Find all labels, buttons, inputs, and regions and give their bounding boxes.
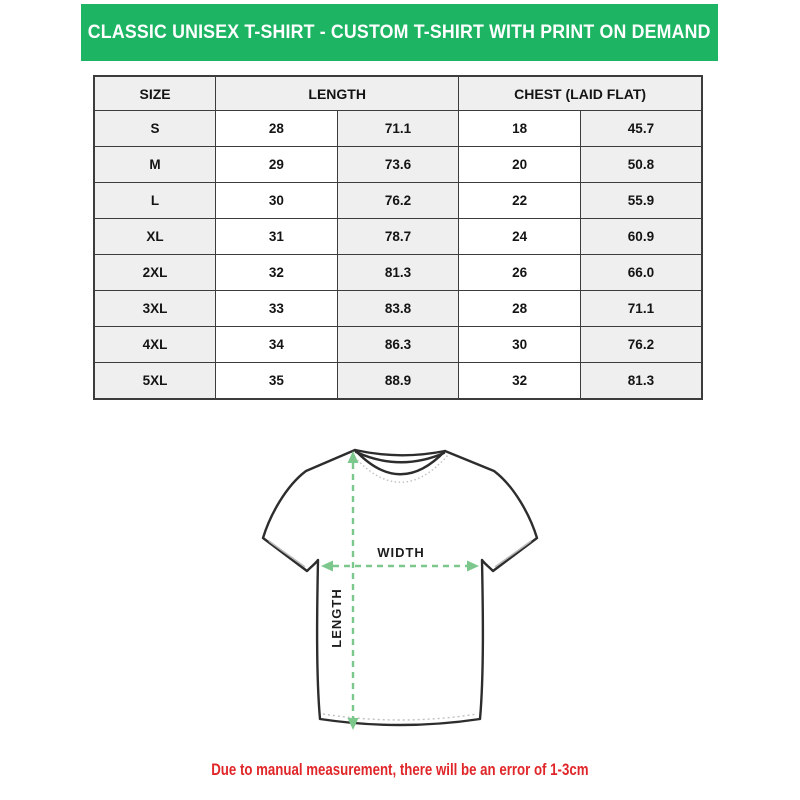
table-row-xl bbox=[94, 219, 702, 255]
length-in-cell: 35 bbox=[216, 363, 338, 400]
chest-in-cell: 18 bbox=[459, 111, 581, 147]
size-cell: XL bbox=[94, 219, 216, 255]
title-banner bbox=[81, 4, 718, 61]
length-cm-cell: 78.7 bbox=[337, 219, 459, 255]
column-header-length: LENGTH bbox=[216, 76, 459, 111]
length-cm-cell: 73.6 bbox=[337, 147, 459, 183]
chest-cm-cell: 81.3 bbox=[580, 363, 702, 400]
table-row-5xl bbox=[94, 363, 702, 400]
length-cm-cell: 88.9 bbox=[337, 363, 459, 400]
size-cell: 3XL bbox=[94, 291, 216, 327]
size-cell: 4XL bbox=[94, 327, 216, 363]
chest-in-cell: 28 bbox=[459, 291, 581, 327]
column-header-size: SIZE bbox=[94, 76, 216, 111]
length-in-cell: 31 bbox=[216, 219, 338, 255]
chest-cm-cell: 60.9 bbox=[580, 219, 702, 255]
table-row-m bbox=[94, 147, 702, 183]
size-cell: S bbox=[94, 111, 216, 147]
chest-in-cell: 24 bbox=[459, 219, 581, 255]
size-cell: L bbox=[94, 183, 216, 219]
chest-in-cell: 26 bbox=[459, 255, 581, 291]
chest-cm-cell: 50.8 bbox=[580, 147, 702, 183]
length-cm-cell: 83.8 bbox=[337, 291, 459, 327]
chest-in-cell: 30 bbox=[459, 327, 581, 363]
measurement-disclaimer bbox=[0, 760, 800, 780]
length-cm-cell: 71.1 bbox=[337, 111, 459, 147]
size-cell: M bbox=[94, 147, 216, 183]
table-row-s bbox=[94, 111, 702, 147]
size-table bbox=[93, 75, 703, 400]
width-label: WIDTH bbox=[377, 545, 425, 560]
length-label: LENGTH bbox=[329, 588, 344, 648]
page-title: CLASSIC UNISEX T-SHIRT - CUSTOM T-SHIRT WITH PRINT ON DEMAND bbox=[88, 21, 711, 43]
table-row-4xl bbox=[94, 327, 702, 363]
size-cell: 2XL bbox=[94, 255, 216, 291]
chest-in-cell: 22 bbox=[459, 183, 581, 219]
table-header-row bbox=[94, 76, 702, 111]
length-cm-cell: 76.2 bbox=[337, 183, 459, 219]
chest-cm-cell: 45.7 bbox=[580, 111, 702, 147]
chest-cm-cell: 71.1 bbox=[580, 291, 702, 327]
column-header-chest: CHEST (LAID FLAT) bbox=[459, 76, 702, 111]
length-in-cell: 33 bbox=[216, 291, 338, 327]
length-cm-cell: 86.3 bbox=[337, 327, 459, 363]
tshirt-measurement-diagram bbox=[240, 438, 560, 748]
tshirt-outline bbox=[263, 450, 537, 725]
chest-cm-cell: 55.9 bbox=[580, 183, 702, 219]
chest-cm-cell: 66.0 bbox=[580, 255, 702, 291]
table-row-l bbox=[94, 183, 702, 219]
length-in-cell: 30 bbox=[216, 183, 338, 219]
length-in-cell: 34 bbox=[216, 327, 338, 363]
length-cm-cell: 81.3 bbox=[337, 255, 459, 291]
length-in-cell: 32 bbox=[216, 255, 338, 291]
length-in-cell: 28 bbox=[216, 111, 338, 147]
table-row-3xl bbox=[94, 291, 702, 327]
length-in-cell: 29 bbox=[216, 147, 338, 183]
chest-in-cell: 20 bbox=[459, 147, 581, 183]
table-row-2xl bbox=[94, 255, 702, 291]
disclaimer-text: Due to manual measurement, there will be an error of 1-3cm bbox=[211, 760, 589, 779]
chest-in-cell: 32 bbox=[459, 363, 581, 400]
size-cell: 5XL bbox=[94, 363, 216, 400]
chest-cm-cell: 76.2 bbox=[580, 327, 702, 363]
